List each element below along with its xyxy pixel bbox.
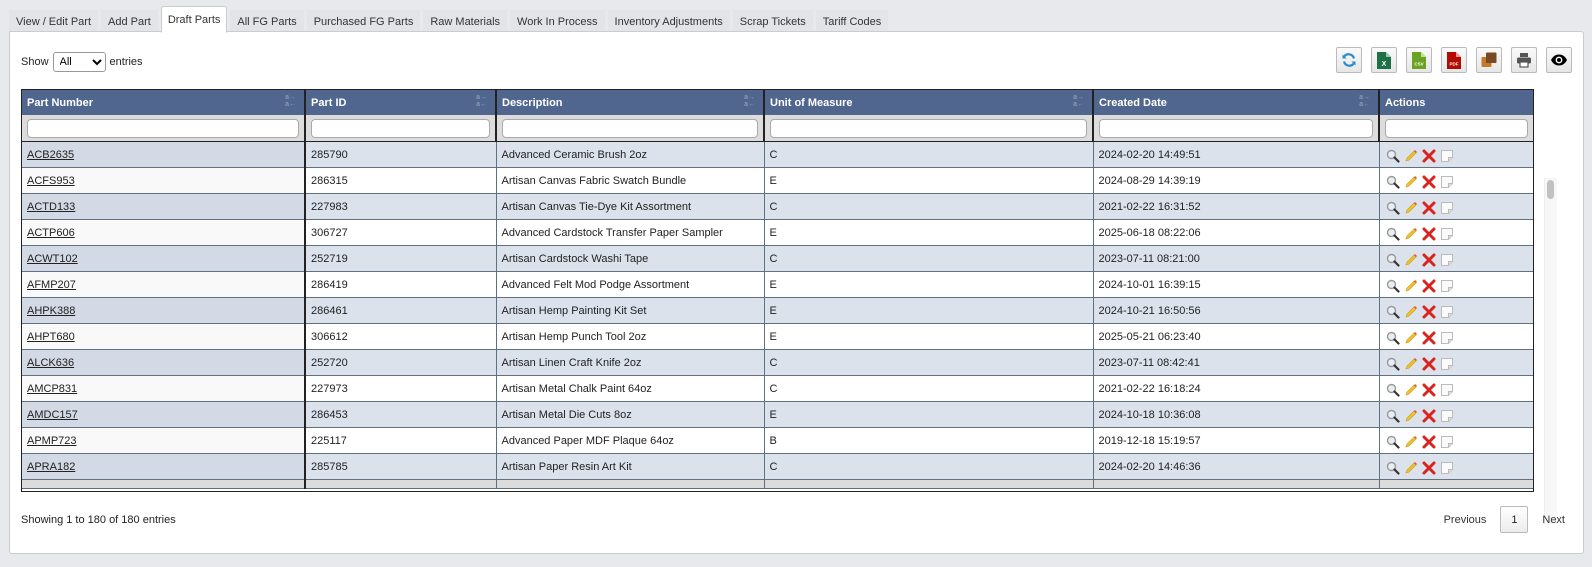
created-date-cell: 2025-06-18 08:22:06 (1093, 220, 1379, 246)
uom-cell: E (764, 298, 1093, 324)
delete-x-icon[interactable] (1421, 279, 1437, 293)
column-label: Part ID (311, 96, 347, 109)
actions-cell (1379, 142, 1533, 168)
notes-icon[interactable] (1439, 461, 1455, 475)
tab-purchased-fg-parts[interactable]: Purchased FG Parts (307, 10, 421, 33)
part-id-cell: 286419 (305, 272, 496, 298)
part-number-cell (22, 272, 305, 298)
eye-icon (1550, 53, 1568, 67)
filter-cell (496, 115, 764, 142)
part-number-cell (22, 298, 305, 324)
part-number-link[interactable]: ACFS953 (27, 174, 75, 187)
actions-cell (1379, 454, 1533, 480)
filter-part-number-input[interactable] (27, 119, 299, 138)
part-id-cell: 227983 (305, 194, 496, 220)
created-date-cell: 2024-10-18 10:36:08 (1093, 402, 1379, 428)
tab-work-in-process[interactable]: Work In Process (510, 10, 605, 33)
delete-x-icon[interactable] (1421, 357, 1437, 371)
uom-cell: C (764, 194, 1093, 220)
tab-all-fg-parts[interactable]: All FG Parts (230, 10, 303, 33)
refresh-button[interactable] (1336, 47, 1362, 73)
table-spacer-row (22, 480, 1533, 489)
uom-cell: C (764, 246, 1093, 272)
column-label: Actions (1385, 96, 1426, 109)
description-cell: Artisan Hemp Painting Kit Set (496, 298, 764, 324)
uom-cell: E (764, 402, 1093, 428)
print-button[interactable] (1511, 47, 1537, 73)
spacer-cell (305, 480, 496, 489)
column-header-part-number[interactable] (22, 90, 305, 116)
description-cell: Artisan Metal Die Cuts 8oz (496, 402, 764, 428)
view-icon[interactable] (1385, 253, 1401, 267)
notes-icon[interactable] (1439, 227, 1455, 241)
actions-cell (1379, 220, 1533, 246)
uom-cell: E (764, 168, 1093, 194)
row-actions (1385, 276, 1529, 293)
created-date-cell: 2019-12-18 15:19:57 (1093, 428, 1379, 454)
svg-text:X: X (1381, 60, 1387, 68)
table-row (22, 454, 1533, 480)
table-body (22, 142, 1533, 489)
filter-cell (22, 115, 305, 142)
part-id-cell: 252719 (305, 246, 496, 272)
part-number-link[interactable]: AHPT680 (27, 330, 75, 343)
draft-parts-table (22, 89, 1533, 489)
uom-cell: C (764, 350, 1093, 376)
part-number-link[interactable]: ACB2635 (27, 148, 75, 161)
draft-parts-panel (9, 31, 1584, 554)
part-number-cell (22, 246, 305, 272)
row-actions (1385, 198, 1529, 215)
filter-actions-input[interactable] (1385, 119, 1528, 138)
notes-icon[interactable] (1439, 253, 1455, 267)
created-date-cell: 2024-02-20 14:49:51 (1093, 142, 1379, 168)
filter-description-input[interactable] (502, 119, 758, 138)
part-number-cell (22, 168, 305, 194)
excel-icon (1377, 52, 1391, 69)
part-number-link[interactable]: AMDC157 (27, 408, 78, 421)
table-row (22, 428, 1533, 454)
table-scrollbar[interactable] (1544, 178, 1557, 524)
refresh-icon (1341, 52, 1357, 68)
csv-export-button[interactable] (1406, 47, 1432, 73)
page-1-button[interactable]: 1 (1500, 506, 1528, 533)
delete-x-icon[interactable] (1421, 201, 1437, 215)
filter-cell (764, 115, 1093, 142)
part-number-link[interactable]: ACWT102 (27, 252, 78, 265)
uom-cell: E (764, 220, 1093, 246)
table-info: Showing 1 to 180 of 180 entries (21, 514, 176, 526)
row-actions (1385, 172, 1529, 189)
row-actions (1385, 224, 1529, 241)
actions-cell (1379, 298, 1533, 324)
description-cell: Artisan Metal Chalk Paint 64oz (496, 376, 764, 402)
table-row (22, 272, 1533, 298)
part-number-link[interactable]: AHPK388 (27, 304, 76, 317)
description-cell: Artisan Canvas Fabric Swatch Bundle (496, 168, 764, 194)
row-actions (1385, 250, 1529, 267)
column-header-description[interactable] (496, 90, 764, 116)
tab-tariff-codes[interactable]: Tariff Codes (816, 10, 889, 33)
row-actions (1385, 458, 1529, 475)
table-row (22, 142, 1533, 168)
table-row (22, 324, 1533, 350)
sort-icon: a→ a← (1073, 94, 1084, 108)
entries-label: entries (109, 56, 143, 68)
actions-cell (1379, 428, 1533, 454)
table-row (22, 194, 1533, 220)
tab-raw-materials[interactable]: Raw Materials (423, 10, 507, 33)
table-row (22, 168, 1533, 194)
table-row (22, 402, 1533, 428)
edit-pencil-icon[interactable] (1403, 357, 1419, 371)
edit-pencil-icon[interactable] (1403, 279, 1419, 293)
pdf-icon (1447, 52, 1461, 69)
part-id-cell: 285785 (305, 454, 496, 480)
edit-pencil-icon[interactable] (1403, 149, 1419, 163)
delete-x-icon[interactable] (1421, 331, 1437, 345)
part-id-cell: 225117 (305, 428, 496, 454)
edit-pencil-icon[interactable] (1403, 409, 1419, 423)
created-date-cell: 2023-07-11 08:42:41 (1093, 350, 1379, 376)
description-cell: Artisan Cardstock Washi Tape (496, 246, 764, 272)
edit-pencil-icon[interactable] (1403, 435, 1419, 449)
csv-icon (1412, 52, 1426, 69)
part-number-link[interactable]: ACTD133 (27, 200, 76, 213)
row-actions (1385, 354, 1529, 371)
delete-x-icon[interactable] (1421, 253, 1437, 267)
description-cell: Advanced Ceramic Brush 2oz (496, 142, 764, 168)
description-cell: Artisan Canvas Tie-Dye Kit Assortment (496, 194, 764, 220)
created-date-cell: 2024-08-29 14:39:19 (1093, 168, 1379, 194)
created-date-cell: 2024-02-20 14:46:36 (1093, 454, 1379, 480)
view-icon[interactable] (1385, 461, 1401, 475)
pdf-export-button[interactable] (1441, 47, 1467, 73)
row-actions (1385, 328, 1529, 345)
svg-text:CSV: CSV (1414, 61, 1424, 66)
column-label: Unit of Measure (770, 96, 853, 109)
row-actions (1385, 406, 1529, 423)
filter-uom-input[interactable] (770, 119, 1087, 138)
part-number-cell (22, 454, 305, 480)
view-icon[interactable] (1385, 383, 1401, 397)
delete-x-icon[interactable] (1421, 461, 1437, 475)
edit-pencil-icon[interactable] (1403, 227, 1419, 241)
delete-x-icon[interactable] (1421, 435, 1437, 449)
table-row (22, 350, 1533, 376)
tab-view-edit-part[interactable]: View / Edit Part (9, 10, 98, 33)
part-number-link[interactable]: AFMP207 (27, 278, 76, 291)
draft-parts-table-container (21, 89, 1534, 492)
filter-created-date-input[interactable] (1099, 119, 1373, 138)
filter-cell (1379, 115, 1533, 142)
spacer-cell (496, 480, 764, 489)
part-number-cell (22, 428, 305, 454)
part-number-link[interactable]: AMCP831 (27, 382, 78, 395)
created-date-cell: 2023-07-11 08:21:00 (1093, 246, 1379, 272)
notes-icon[interactable] (1439, 435, 1455, 449)
part-number-cell (22, 402, 305, 428)
actions-cell (1379, 168, 1533, 194)
part-number-cell (22, 350, 305, 376)
delete-x-icon[interactable] (1421, 409, 1437, 423)
show-label: Show (21, 56, 49, 68)
delete-x-icon[interactable] (1421, 383, 1437, 397)
column-header-actions (1379, 90, 1533, 116)
spacer-cell (1379, 480, 1533, 489)
length-control (21, 52, 143, 72)
description-cell: Advanced Felt Mod Podge Assortment (496, 272, 764, 298)
next-page-button[interactable]: Next (1542, 513, 1565, 526)
actions-cell (1379, 324, 1533, 350)
description-cell: Advanced Paper MDF Plaque 64oz (496, 428, 764, 454)
column-header-part-id[interactable] (305, 90, 496, 116)
row-actions (1385, 380, 1529, 397)
uom-cell: E (764, 324, 1093, 350)
part-id-cell: 286315 (305, 168, 496, 194)
notes-icon[interactable] (1439, 357, 1455, 371)
part-id-cell: 286461 (305, 298, 496, 324)
previous-page-button[interactable]: Previous (1443, 513, 1487, 526)
notes-icon[interactable] (1439, 409, 1455, 423)
edit-pencil-icon[interactable] (1403, 305, 1419, 319)
tab-inventory-adjustments[interactable]: Inventory Adjustments (608, 10, 730, 33)
part-id-cell: 306727 (305, 220, 496, 246)
edit-pencil-icon[interactable] (1403, 201, 1419, 215)
row-actions (1385, 302, 1529, 319)
view-icon[interactable] (1385, 149, 1401, 163)
view-icon[interactable] (1385, 435, 1401, 449)
part-id-cell: 285790 (305, 142, 496, 168)
table-header-row (22, 90, 1533, 116)
spacer-cell (764, 480, 1093, 489)
spacer-cell (1093, 480, 1379, 489)
view-icon[interactable] (1385, 409, 1401, 423)
edit-pencil-icon[interactable] (1403, 383, 1419, 397)
excel-export-button[interactable] (1371, 47, 1397, 73)
tab-draft-parts[interactable]: Draft Parts (161, 6, 228, 33)
delete-x-icon[interactable] (1421, 227, 1437, 241)
copy-button[interactable] (1476, 47, 1502, 73)
part-id-cell: 306612 (305, 324, 496, 350)
row-actions (1385, 146, 1529, 163)
actions-cell (1379, 376, 1533, 402)
part-number-link[interactable]: ALCK636 (27, 356, 75, 369)
edit-pencil-icon[interactable] (1403, 175, 1419, 189)
scrollbar-thumb[interactable] (1547, 180, 1554, 199)
tab-bar (9, 6, 891, 32)
actions-cell (1379, 246, 1533, 272)
view-icon[interactable] (1385, 305, 1401, 319)
view-icon[interactable] (1385, 357, 1401, 371)
view-icon[interactable] (1385, 201, 1401, 215)
created-date-cell: 2021-02-22 16:18:24 (1093, 376, 1379, 402)
edit-pencil-icon[interactable] (1403, 331, 1419, 345)
created-date-cell: 2021-02-22 16:31:52 (1093, 194, 1379, 220)
copy-icon (1481, 52, 1497, 68)
notes-icon[interactable] (1439, 149, 1455, 163)
sort-icon: a→ a← (476, 94, 487, 108)
filter-row (22, 115, 1533, 142)
uom-cell: C (764, 142, 1093, 168)
description-cell: Artisan Hemp Punch Tool 2oz (496, 324, 764, 350)
table-row (22, 298, 1533, 324)
table-row (22, 376, 1533, 402)
svg-text:PDF: PDF (1449, 61, 1459, 66)
delete-x-icon[interactable] (1421, 305, 1437, 319)
description-cell: Artisan Linen Craft Knife 2oz (496, 350, 764, 376)
part-number-link[interactable]: ACTP606 (27, 226, 75, 239)
uom-cell: C (764, 376, 1093, 402)
column-label: Description (502, 96, 563, 109)
actions-cell (1379, 402, 1533, 428)
part-number-cell (22, 220, 305, 246)
column-label: Part Number (27, 96, 94, 109)
description-cell: Artisan Paper Resin Art Kit (496, 454, 764, 480)
delete-x-icon[interactable] (1421, 149, 1437, 163)
part-number-link[interactable]: APMP723 (27, 434, 77, 447)
export-toolbar (1336, 47, 1572, 73)
part-id-cell: 227973 (305, 376, 496, 402)
actions-cell (1379, 194, 1533, 220)
entries-select[interactable] (53, 52, 106, 72)
notes-icon[interactable] (1439, 383, 1455, 397)
uom-cell: E (764, 272, 1093, 298)
notes-icon[interactable] (1439, 331, 1455, 345)
created-date-cell: 2024-10-21 16:50:56 (1093, 298, 1379, 324)
sort-icon: a→ a← (1359, 94, 1370, 108)
column-header-unit-of-measure[interactable] (764, 90, 1093, 116)
view-icon[interactable] (1385, 331, 1401, 345)
tab-scrap-tickets[interactable]: Scrap Tickets (733, 10, 813, 33)
part-id-cell: 252720 (305, 350, 496, 376)
part-number-cell (22, 324, 305, 350)
part-id-cell: 286453 (305, 402, 496, 428)
table-row (22, 220, 1533, 246)
delete-x-icon[interactable] (1421, 175, 1437, 189)
actions-cell (1379, 350, 1533, 376)
description-cell: Advanced Cardstock Transfer Paper Sampler (496, 220, 764, 246)
part-number-link[interactable]: APRA182 (27, 460, 76, 473)
sort-icon: a→ a← (744, 94, 755, 108)
edit-pencil-icon[interactable] (1403, 461, 1419, 475)
view-icon[interactable] (1385, 279, 1401, 293)
notes-icon[interactable] (1439, 201, 1455, 215)
filter-part-id-input[interactable] (311, 119, 490, 138)
part-number-cell (22, 194, 305, 220)
filter-cell (1093, 115, 1379, 142)
created-date-cell: 2024-10-01 16:39:15 (1093, 272, 1379, 298)
view-icon[interactable] (1385, 175, 1401, 189)
created-date-cell: 2025-05-21 06:23:40 (1093, 324, 1379, 350)
actions-cell (1379, 272, 1533, 298)
print-icon (1516, 52, 1532, 68)
column-label: Created Date (1099, 96, 1167, 109)
view-icon[interactable] (1385, 227, 1401, 241)
spacer-cell (22, 480, 305, 489)
notes-icon[interactable] (1439, 175, 1455, 189)
notes-icon[interactable] (1439, 305, 1455, 319)
part-number-cell (22, 142, 305, 168)
uom-cell: B (764, 428, 1093, 454)
uom-cell: C (764, 454, 1093, 480)
tab-add-part[interactable]: Add Part (101, 10, 158, 33)
column-header-created-date[interactable] (1093, 90, 1379, 116)
part-number-cell (22, 376, 305, 402)
sort-icon: a→ a← (285, 94, 296, 108)
edit-pencil-icon[interactable] (1403, 253, 1419, 267)
column-visibility-button[interactable] (1546, 47, 1572, 73)
table-row (22, 246, 1533, 272)
notes-icon[interactable] (1439, 279, 1455, 293)
pagination (1436, 506, 1573, 533)
row-actions (1385, 432, 1529, 449)
filter-cell (305, 115, 496, 142)
